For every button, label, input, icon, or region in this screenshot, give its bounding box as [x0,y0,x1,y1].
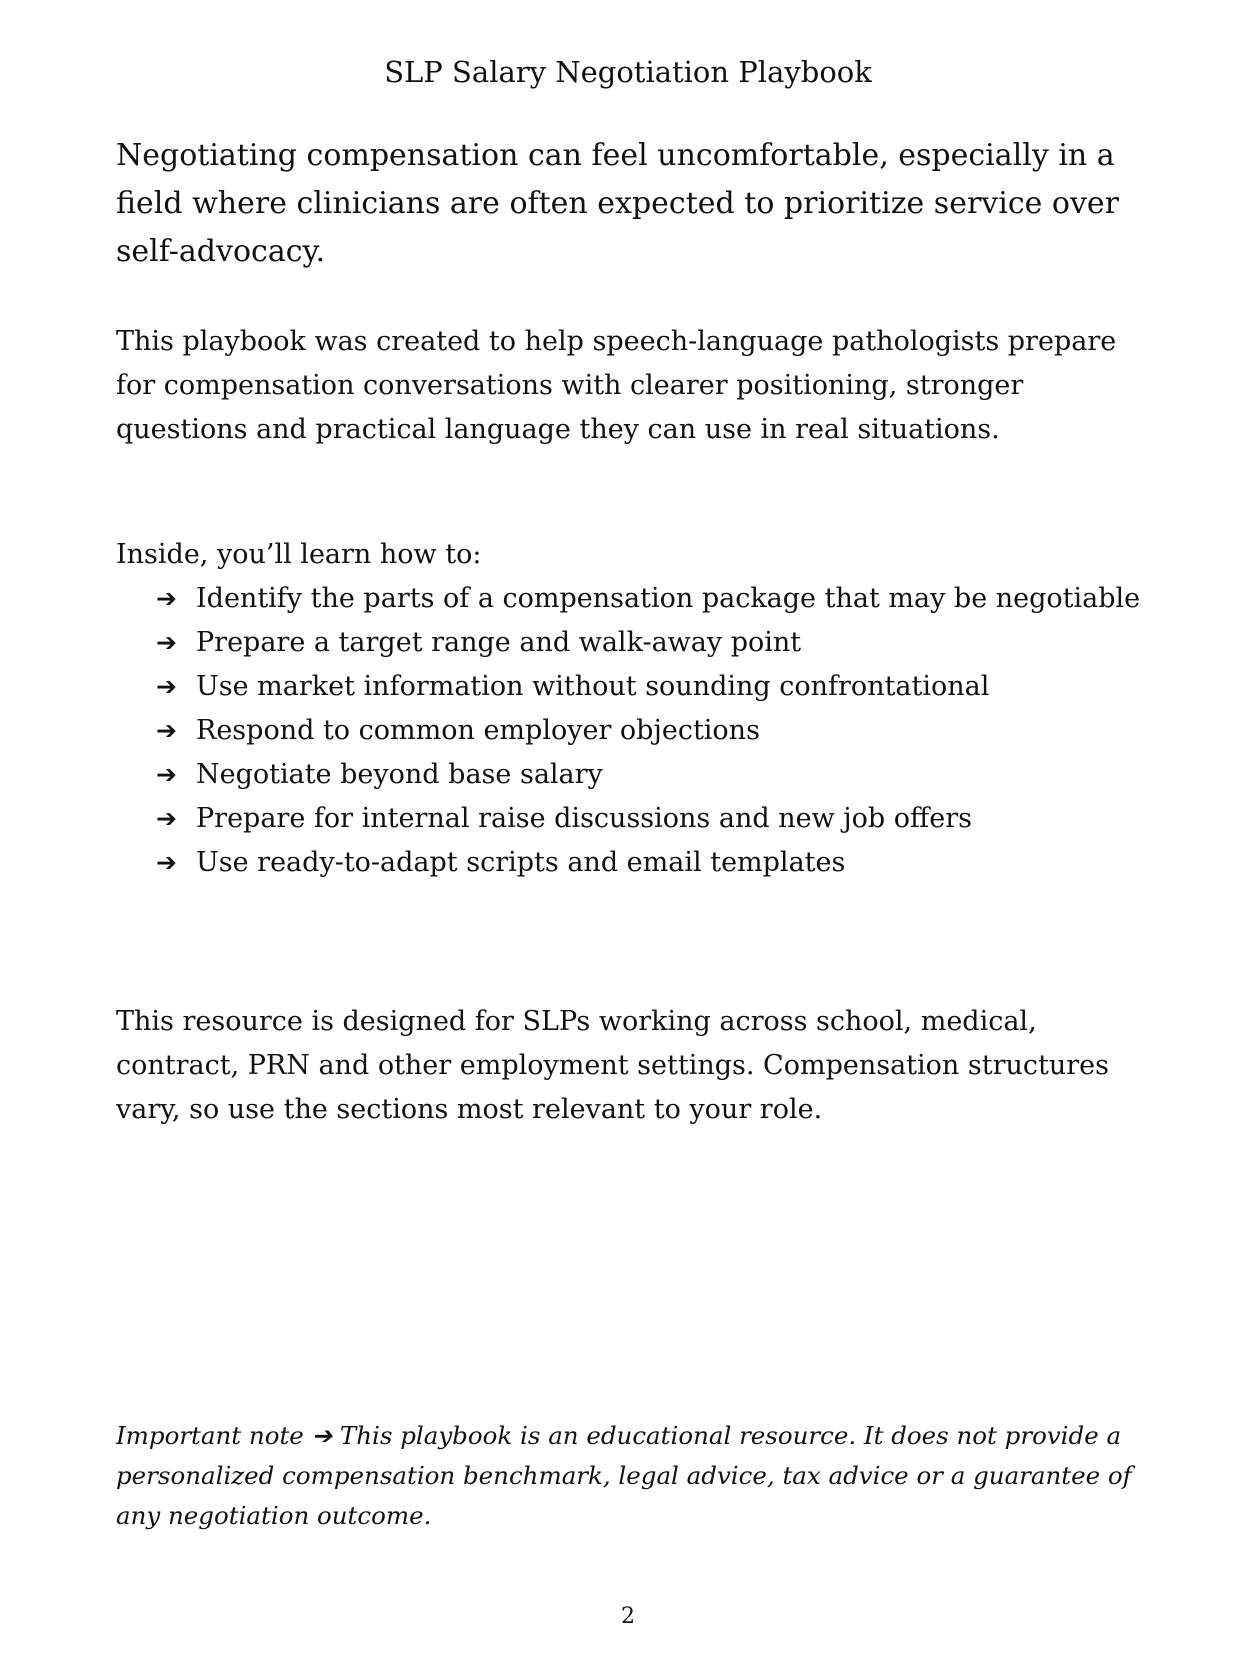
list-item [156,577,1156,621]
list-item [156,797,1156,841]
page-number: 2 [621,1604,635,1629]
right-arrow-icon: ➔ [156,760,177,789]
list-item-text: Prepare for internal raise discussions and new job offers [196,803,972,834]
right-arrow-icon: ➔ [156,584,177,613]
right-arrow-icon: ➔ [156,716,177,745]
purpose-paragraph: This playbook was created to help speech-language pathologists prepare for compensation conversations with clearer positioning, stronger questions and practical language they can use in real situations. [116,326,1117,445]
right-arrow-icon: ➔ [156,804,177,833]
right-arrow-icon: ➔ [156,672,177,701]
intro-paragraph: Negotiating compensation can feel uncomfortable, especially in a field where clinicians are often expected to prioritize service over self-advocacy. [116,138,1120,269]
list-item-text: Use ready-to-adapt scripts and email templates [196,847,846,878]
list-item [156,621,1156,665]
list-item-text: Prepare a target range and walk-away point [196,627,802,658]
list-item-text: Respond to common employer objections [196,715,760,746]
right-arrow-icon: ➔ [156,628,177,657]
list-item-text: Identify the parts of a compensation package that may be negotiable [196,583,1141,614]
list-item [156,753,1156,797]
list-item [156,709,1156,753]
list-item [156,665,1156,709]
learn-heading: Inside, you’ll learn how to: [116,539,482,570]
list-item-text: Use market information without sounding confrontational [196,671,990,702]
list-item-text: Negotiate beyond base salary [196,759,603,790]
running-title: SLP Salary Negotiation Playbook [384,55,872,89]
important-note: Important note ➔ This playbook is an educational resource. It does not provide a personalized compensation benchmark, legal advice, tax advice or a guarantee of any negotiation outcome. [116,1421,1132,1530]
settings-paragraph: This resource is designed for SLPs working across school, medical, contract, PRN and other employment settings. Compensation structures vary, so use the sections most relevant to your role. [116,1006,1109,1125]
list-item [156,841,1156,885]
learn-section [116,533,1156,885]
learn-list [116,577,1156,885]
right-arrow-icon: ➔ [156,848,177,877]
